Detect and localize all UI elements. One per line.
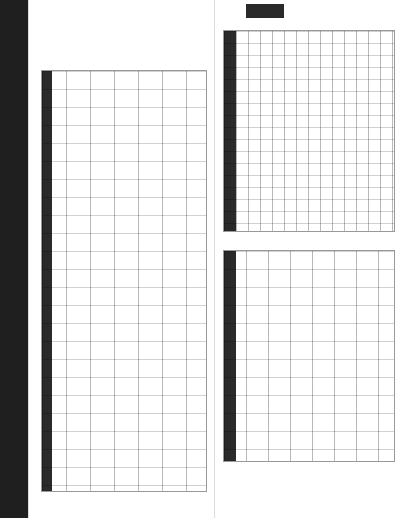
spec-table (41, 70, 207, 492)
table-grid (224, 31, 394, 231)
left-band (0, 0, 28, 518)
table-grid (42, 71, 206, 491)
page-left (28, 0, 215, 518)
table-grid (224, 251, 394, 461)
ratings-table-top (223, 30, 395, 232)
page-right (214, 0, 400, 518)
ratings-table-bottom (223, 250, 395, 462)
